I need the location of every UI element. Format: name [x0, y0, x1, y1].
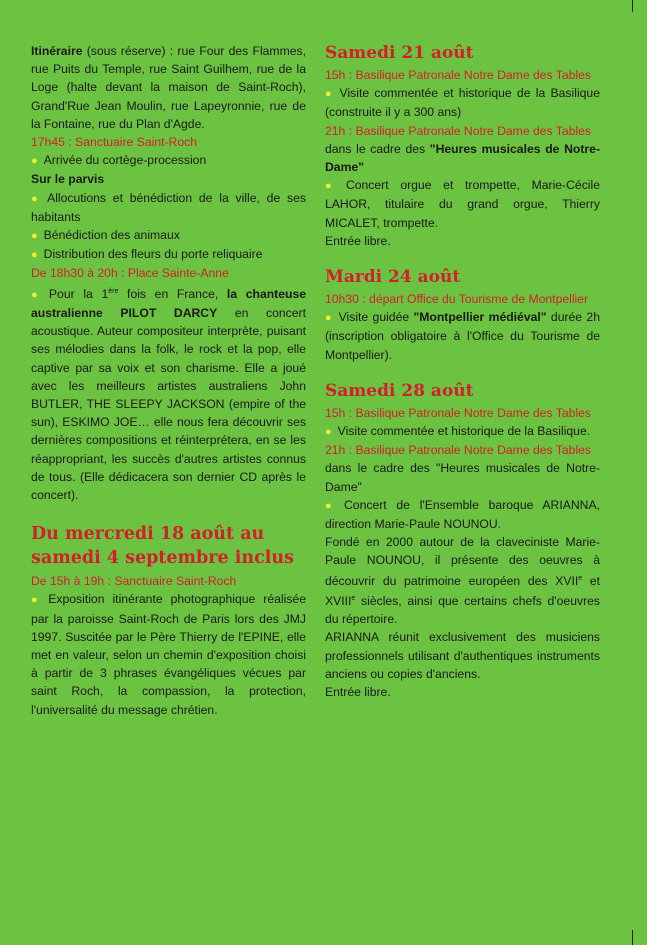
crop-mark-top	[632, 0, 633, 12]
animals-item: ● Bénédiction des animaux	[31, 226, 306, 245]
concert-artist: la chanteuse australienne PILOT DARCY	[31, 286, 306, 320]
allocutions-item: ● Allocutions et bénédiction de la ville, de ses habitants	[31, 189, 306, 226]
sat28-time2: 21h : Basilique Patronale Notre Dame des Tables	[325, 443, 592, 458]
sat28-concert: ● Concert de l'Ensemble baroque ARIANNA, direction Marie-Paule NOUNOU.	[325, 496, 600, 533]
sat28-entry: Entrée libre.	[325, 685, 391, 700]
parvis-label: Sur le parvis	[31, 172, 105, 187]
tue24-visit-pre: Visite guidée	[338, 310, 414, 325]
crop-mark-bottom	[632, 930, 633, 945]
sat28-founded-a: Fondé en 2000 autour de la claveciniste Marie-Paule NOUNOU, il présente des oeuvres à découvrir du patrimoine européen des XVII	[325, 535, 600, 588]
sat28-founded-b: et XVIII	[325, 573, 600, 608]
arrival-item: ● Arrivée du cortège-procession	[31, 151, 306, 170]
time-1830: De 18h30 à 20h : Place Sainte-Anne	[31, 266, 229, 281]
expo-text: ● Exposition itinérante photographique réalisée par la paroisse Saint-Roch de Paris lors des JMJ 1997. Suscitée par le Père Thierry de l'EPINE, elle met en valeur, selon un chemin d'exposition choisi à partir de 3 phrases évangéliques vécues par saint Roch, la compassion, la protection, l'universalité du message chrétien.	[31, 590, 306, 718]
sat21-context-pre: dans le cadre des	[325, 141, 430, 156]
left-column	[31, 42, 306, 719]
sat21-time1: 15h : Basilique Patronale Notre Dame des Tables	[325, 68, 592, 82]
tue24-heading: Mardi 24 août	[325, 267, 461, 288]
sat21-context-bold: "Heures musicales de Notre-Dame"	[325, 141, 600, 175]
concert-intro: Pour la 1	[48, 286, 109, 301]
concert-paragraph	[31, 283, 306, 505]
tue24-visit	[325, 308, 600, 364]
itinerary-paragraph	[31, 42, 306, 133]
concert-sup: ère	[108, 287, 119, 295]
itinerary-label: Itinéraire	[31, 44, 83, 58]
tue24-time: 10h30 : départ Office du Tourisme de Montpellier	[325, 292, 589, 307]
sat21-concert: ● Concert orgue et trompette, Marie-Cécile LAHOR, titulaire du grand orgue, Thierry MICALET, trompette.	[325, 176, 600, 232]
sat21-time2: 21h : Basilique Patronale Notre Dame des Tables	[325, 123, 592, 138]
tue24-visit-bold: "Montpellier médiéval"	[413, 310, 547, 325]
itinerary-text: (sous réserve) : rue Four des Flammes, rue Puits du Temple, rue Saint Guilhem, rue de la Loge (halte devant la maison de Saint-Roch), Grand'Rue Jean Moulin, rue Lapeyronnie, rue de la Fontaine, rue du Plan d'Agde.	[31, 44, 306, 131]
sat28-sup1: e	[578, 574, 583, 582]
concert-text: en concert acoustique. Auteur compositeur interprète, puisant ses mélodies dans la folk, le rock et la pop, elle captive par sa voix et son charisme. Elle a joué avec les meilleurs artistes australiens John BUTLER, THE SLEEPY JACKSON (empire of the sun), ESKIMO JOE… elle nous fera découvrir ses dernières compositions et réinterprétera, en se les réappropriant, les succès d'autres artistes connus de tous. (Elle dédicacera son dernier CD après le concert).	[31, 305, 306, 502]
sat21-visit: ● Visite commentée et historique de la Basilique (construite il y a 300 ans)	[325, 84, 600, 121]
sat21-entry: Entrée libre.	[325, 233, 391, 248]
right-column	[325, 42, 600, 701]
sat28-sup2: e	[351, 594, 356, 602]
concert-mid: fois en France,	[118, 286, 227, 301]
sat21-context	[325, 140, 600, 176]
sat28-founded	[325, 533, 600, 628]
sat28-heading: Samedi 28 août	[325, 380, 474, 401]
time-1745: 17h45 : Sanctuaire Saint-Roch	[31, 135, 197, 150]
sat21-heading: Samedi 21 août	[325, 43, 474, 63]
sat28-visit: ● Visite commentée et historique de la Basilique.	[325, 422, 600, 441]
sat28-founded-c: siècles, ainsi que certains chefs d'oeuvres du répertoire.	[325, 594, 600, 627]
sat28-time1: 15h : Basilique Patronale Notre Dame des Tables	[325, 405, 592, 420]
flowers-item: ● Distribution des fleurs du porte reliquaire	[31, 245, 306, 264]
tue24-visit-post: durée 2h (inscription obligatoire à l'Office du Tourisme de Montpellier).	[325, 310, 600, 362]
expo-heading: Du mercredi 18 août au samedi 4 septembre inclus	[31, 524, 294, 569]
sat28-arianna: ARIANNA réunit exclusivement des musiciens professionnels utilisant d'authentiques instruments anciens ou copies d'anciens.	[325, 630, 600, 681]
sat28-context: dans le cadre des "Heures musicales de Notre-Dame"	[325, 461, 600, 494]
expo-time: De 15h à 19h : Sanctuaire Saint-Roch	[31, 574, 237, 589]
